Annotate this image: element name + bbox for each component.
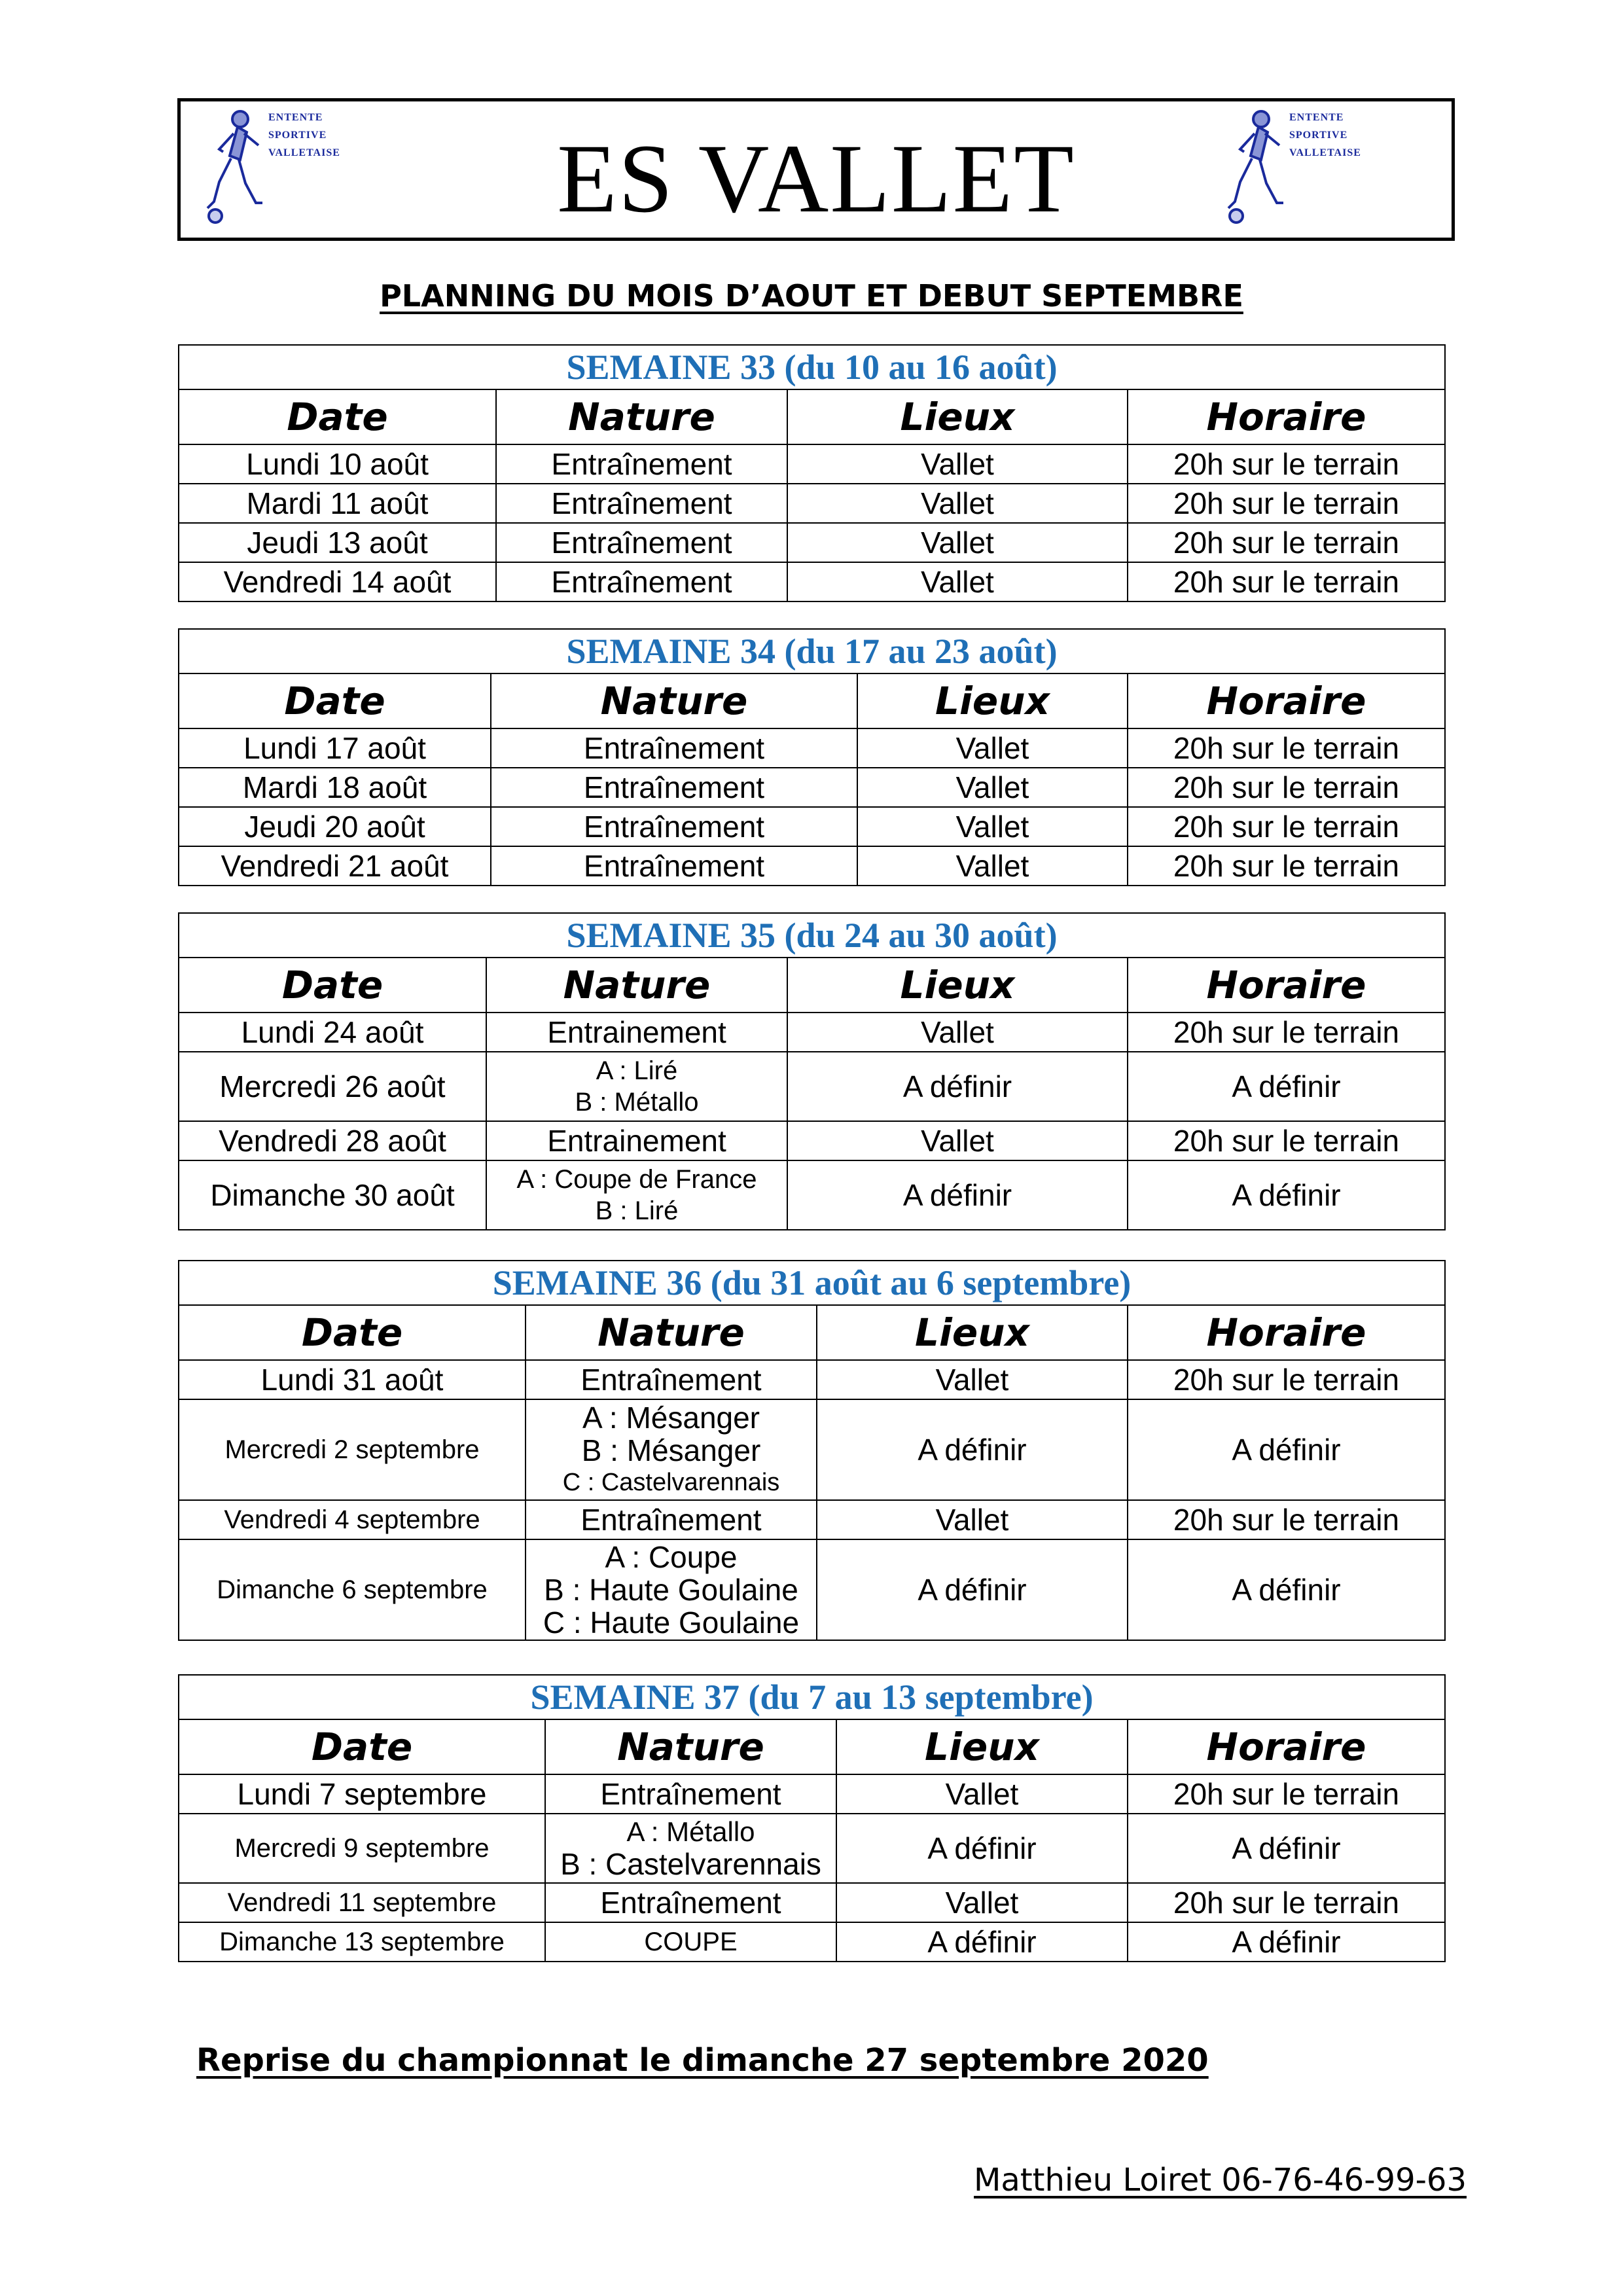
nature-line: B : Castelvarennais xyxy=(560,1847,821,1881)
lieux-cell: Vallet xyxy=(787,562,1128,601)
logo-line-1: ENTENTE xyxy=(268,112,323,123)
nature-cell: Entraînement xyxy=(496,523,787,562)
horaire-cell: A définir xyxy=(1128,1814,1445,1883)
week-table-37 xyxy=(178,1674,1446,1962)
nature-line: C : Castelvarennais xyxy=(562,1469,780,1496)
lieux-cell: Vallet xyxy=(857,768,1128,807)
col-head-lieux: Lieux xyxy=(836,1719,1128,1774)
date-cell: Dimanche 6 septembre xyxy=(179,1539,526,1640)
date-cell: Vendredi 14 août xyxy=(179,562,496,601)
col-head-horaire: Horaire xyxy=(1128,389,1445,444)
nature-cell: Entraînement xyxy=(526,1360,817,1399)
lieux-cell: Vallet xyxy=(817,1360,1128,1399)
horaire-cell: A définir xyxy=(1128,1399,1445,1500)
lieux-cell: Vallet xyxy=(817,1500,1128,1539)
championship-resumption-note xyxy=(196,2042,1209,2079)
nature-cell xyxy=(486,1052,787,1121)
date-cell: Mardi 18 août xyxy=(179,768,491,807)
logo-text xyxy=(1289,109,1361,162)
lieux-cell: Vallet xyxy=(836,1883,1128,1922)
contact-text: Matthieu Loiret 06-76-46-99-63 xyxy=(974,2162,1467,2198)
date-cell: Lundi 10 août xyxy=(179,444,496,484)
week-table-34 xyxy=(178,628,1446,886)
col-head-lieux: Lieux xyxy=(817,1305,1128,1360)
table-row xyxy=(179,1160,1445,1230)
nature-line: B : Mésanger xyxy=(581,1433,761,1467)
table-row xyxy=(179,1360,1445,1399)
horaire-cell: 20h sur le terrain xyxy=(1128,728,1445,768)
nature-line: B : Haute Goulaine xyxy=(544,1573,798,1607)
lieux-cell: Vallet xyxy=(787,1121,1128,1160)
lieux-cell: Vallet xyxy=(787,444,1128,484)
nature-cell: Entraînement xyxy=(491,768,857,807)
nature-cell: Entraînement xyxy=(545,1774,836,1814)
date-cell: Vendredi 28 août xyxy=(179,1121,486,1160)
table-row xyxy=(179,523,1445,562)
col-head-lieux: Lieux xyxy=(787,958,1128,1013)
nature-cell: Entraînement xyxy=(496,444,787,484)
lieux-cell: A définir xyxy=(836,1814,1128,1883)
nature-line: A : Métallo xyxy=(626,1816,755,1847)
footballer-icon xyxy=(200,103,272,228)
col-head-date: Date xyxy=(179,389,496,444)
logo-line-2: SPORTIVE xyxy=(1289,130,1348,141)
lieux-cell: Vallet xyxy=(836,1774,1128,1814)
table-row xyxy=(179,1774,1445,1814)
col-head-lieux: Lieux xyxy=(787,389,1128,444)
col-head-horaire: Horaire xyxy=(1128,1305,1445,1360)
contact-info xyxy=(974,2162,1467,2198)
nature-cell xyxy=(526,1399,817,1500)
nature-line: A : Coupe de France xyxy=(516,1165,757,1194)
week-table-35 xyxy=(178,912,1446,1230)
lieux-cell: Vallet xyxy=(857,807,1128,846)
date-cell: Mercredi 2 septembre xyxy=(179,1399,526,1500)
nature-cell: Entrainement xyxy=(486,1013,787,1052)
horaire-cell: 20h sur le terrain xyxy=(1128,1121,1445,1160)
table-row xyxy=(179,728,1445,768)
col-head-date: Date xyxy=(179,958,486,1013)
planning-subtitle xyxy=(0,278,1623,314)
logo-text xyxy=(268,109,340,162)
nature-line: C : Haute Goulaine xyxy=(543,1605,800,1640)
date-cell: Mardi 11 août xyxy=(179,484,496,523)
date-cell: Vendredi 4 septembre xyxy=(179,1500,526,1539)
week-title: SEMAINE 35 (du 24 au 30 août) xyxy=(179,913,1445,958)
date-cell: Mercredi 9 septembre xyxy=(179,1814,545,1883)
col-head-nature: Nature xyxy=(491,673,857,728)
lieux-cell: A définir xyxy=(817,1399,1128,1500)
horaire-cell: 20h sur le terrain xyxy=(1128,1883,1445,1922)
date-cell: Lundi 31 août xyxy=(179,1360,526,1399)
col-head-horaire: Horaire xyxy=(1128,673,1445,728)
table-row xyxy=(179,1399,1445,1500)
table-row xyxy=(179,768,1445,807)
col-head-date: Date xyxy=(179,673,491,728)
table-row xyxy=(179,1013,1445,1052)
nature-line: B : Liré xyxy=(595,1196,679,1225)
col-head-nature: Nature xyxy=(545,1719,836,1774)
nature-cell: Entraînement xyxy=(496,562,787,601)
date-cell: Lundi 17 août xyxy=(179,728,491,768)
horaire-cell: 20h sur le terrain xyxy=(1128,1500,1445,1539)
nature-cell xyxy=(545,1814,836,1883)
table-row xyxy=(179,1539,1445,1640)
week-title: SEMAINE 37 (du 7 au 13 septembre) xyxy=(179,1675,1445,1719)
date-cell: Mercredi 26 août xyxy=(179,1052,486,1121)
col-head-horaire: Horaire xyxy=(1128,958,1445,1013)
lieux-cell: Vallet xyxy=(787,1013,1128,1052)
horaire-cell: 20h sur le terrain xyxy=(1128,807,1445,846)
club-logo-left xyxy=(200,103,363,228)
lieux-cell: Vallet xyxy=(787,484,1128,523)
col-head-date: Date xyxy=(179,1305,526,1360)
col-head-date: Date xyxy=(179,1719,545,1774)
week-table-36 xyxy=(178,1260,1446,1641)
table-row xyxy=(179,562,1445,601)
horaire-cell: 20h sur le terrain xyxy=(1128,768,1445,807)
logo-line-1: ENTENTE xyxy=(1289,112,1344,123)
horaire-cell: 20h sur le terrain xyxy=(1128,523,1445,562)
table-row xyxy=(179,484,1445,523)
logo-line-3: VALLETAISE xyxy=(1289,147,1361,158)
lieux-cell: Vallet xyxy=(787,523,1128,562)
nature-cell: Entraînement xyxy=(496,484,787,523)
table-row xyxy=(179,1052,1445,1121)
date-cell: Vendredi 11 septembre xyxy=(179,1883,545,1922)
lieux-cell: A définir xyxy=(836,1922,1128,1962)
week-table-33 xyxy=(178,344,1446,602)
club-logo-right xyxy=(1221,103,1384,228)
date-cell: Jeudi 13 août xyxy=(179,523,496,562)
nature-line: A : Mésanger xyxy=(582,1401,760,1435)
lieux-cell: Vallet xyxy=(857,846,1128,886)
week-title: SEMAINE 33 (du 10 au 16 août) xyxy=(179,345,1445,389)
horaire-cell: A définir xyxy=(1128,1539,1445,1640)
week-title: SEMAINE 34 (du 17 au 23 août) xyxy=(179,629,1445,673)
nature-cell: Entraînement xyxy=(526,1500,817,1539)
horaire-cell: 20h sur le terrain xyxy=(1128,846,1445,886)
table-row xyxy=(179,1500,1445,1539)
col-head-horaire: Horaire xyxy=(1128,1719,1445,1774)
nature-cell xyxy=(526,1539,817,1640)
lieux-cell: A définir xyxy=(787,1052,1128,1121)
horaire-cell: 20h sur le terrain xyxy=(1128,1360,1445,1399)
horaire-cell: A définir xyxy=(1128,1922,1445,1962)
week-title: SEMAINE 36 (du 31 août au 6 septembre) xyxy=(179,1261,1445,1305)
table-row xyxy=(179,1883,1445,1922)
nature-cell: Entraînement xyxy=(491,807,857,846)
lieux-cell: A définir xyxy=(817,1539,1128,1640)
date-cell: Dimanche 13 septembre xyxy=(179,1922,545,1962)
horaire-cell: A définir xyxy=(1128,1160,1445,1230)
horaire-cell: 20h sur le terrain xyxy=(1128,1774,1445,1814)
col-head-nature: Nature xyxy=(526,1305,817,1360)
date-cell: Vendredi 21 août xyxy=(179,846,491,886)
date-cell: Lundi 24 août xyxy=(179,1013,486,1052)
date-cell: Dimanche 30 août xyxy=(179,1160,486,1230)
date-cell: Lundi 7 septembre xyxy=(179,1774,545,1814)
table-row xyxy=(179,1922,1445,1962)
logo-line-2: SPORTIVE xyxy=(268,130,327,141)
col-head-nature: Nature xyxy=(496,389,787,444)
table-row xyxy=(179,846,1445,886)
nature-line: B : Métallo xyxy=(575,1088,699,1117)
logo-line-3: VALLETAISE xyxy=(268,147,340,158)
nature-line: A : Liré xyxy=(596,1056,678,1085)
nature-cell: Entrainement xyxy=(486,1121,787,1160)
horaire-cell: 20h sur le terrain xyxy=(1128,484,1445,523)
horaire-cell: 20h sur le terrain xyxy=(1128,1013,1445,1052)
table-row xyxy=(179,1121,1445,1160)
nature-line: A : Coupe xyxy=(605,1540,738,1574)
club-title: ES VALLET xyxy=(557,124,1075,233)
lieux-cell: A définir xyxy=(787,1160,1128,1230)
table-row xyxy=(179,1814,1445,1883)
horaire-cell: 20h sur le terrain xyxy=(1128,562,1445,601)
col-head-nature: Nature xyxy=(486,958,787,1013)
nature-cell: Entraînement xyxy=(545,1883,836,1922)
footer-note-text: Reprise du championnat le dimanche 27 septembre 2020 xyxy=(196,2042,1209,2079)
nature-cell: COUPE xyxy=(545,1922,836,1962)
nature-cell: Entraînement xyxy=(491,728,857,768)
horaire-cell: A définir xyxy=(1128,1052,1445,1121)
subtitle-text: PLANNING DU MOIS D’AOUT ET DEBUT SEPTEMBRE xyxy=(380,278,1243,314)
nature-cell: Entraînement xyxy=(491,846,857,886)
footballer-icon xyxy=(1221,103,1293,228)
horaire-cell: 20h sur le terrain xyxy=(1128,444,1445,484)
nature-cell xyxy=(486,1160,787,1230)
date-cell: Jeudi 20 août xyxy=(179,807,491,846)
table-row xyxy=(179,807,1445,846)
lieux-cell: Vallet xyxy=(857,728,1128,768)
col-head-lieux: Lieux xyxy=(857,673,1128,728)
table-row xyxy=(179,444,1445,484)
